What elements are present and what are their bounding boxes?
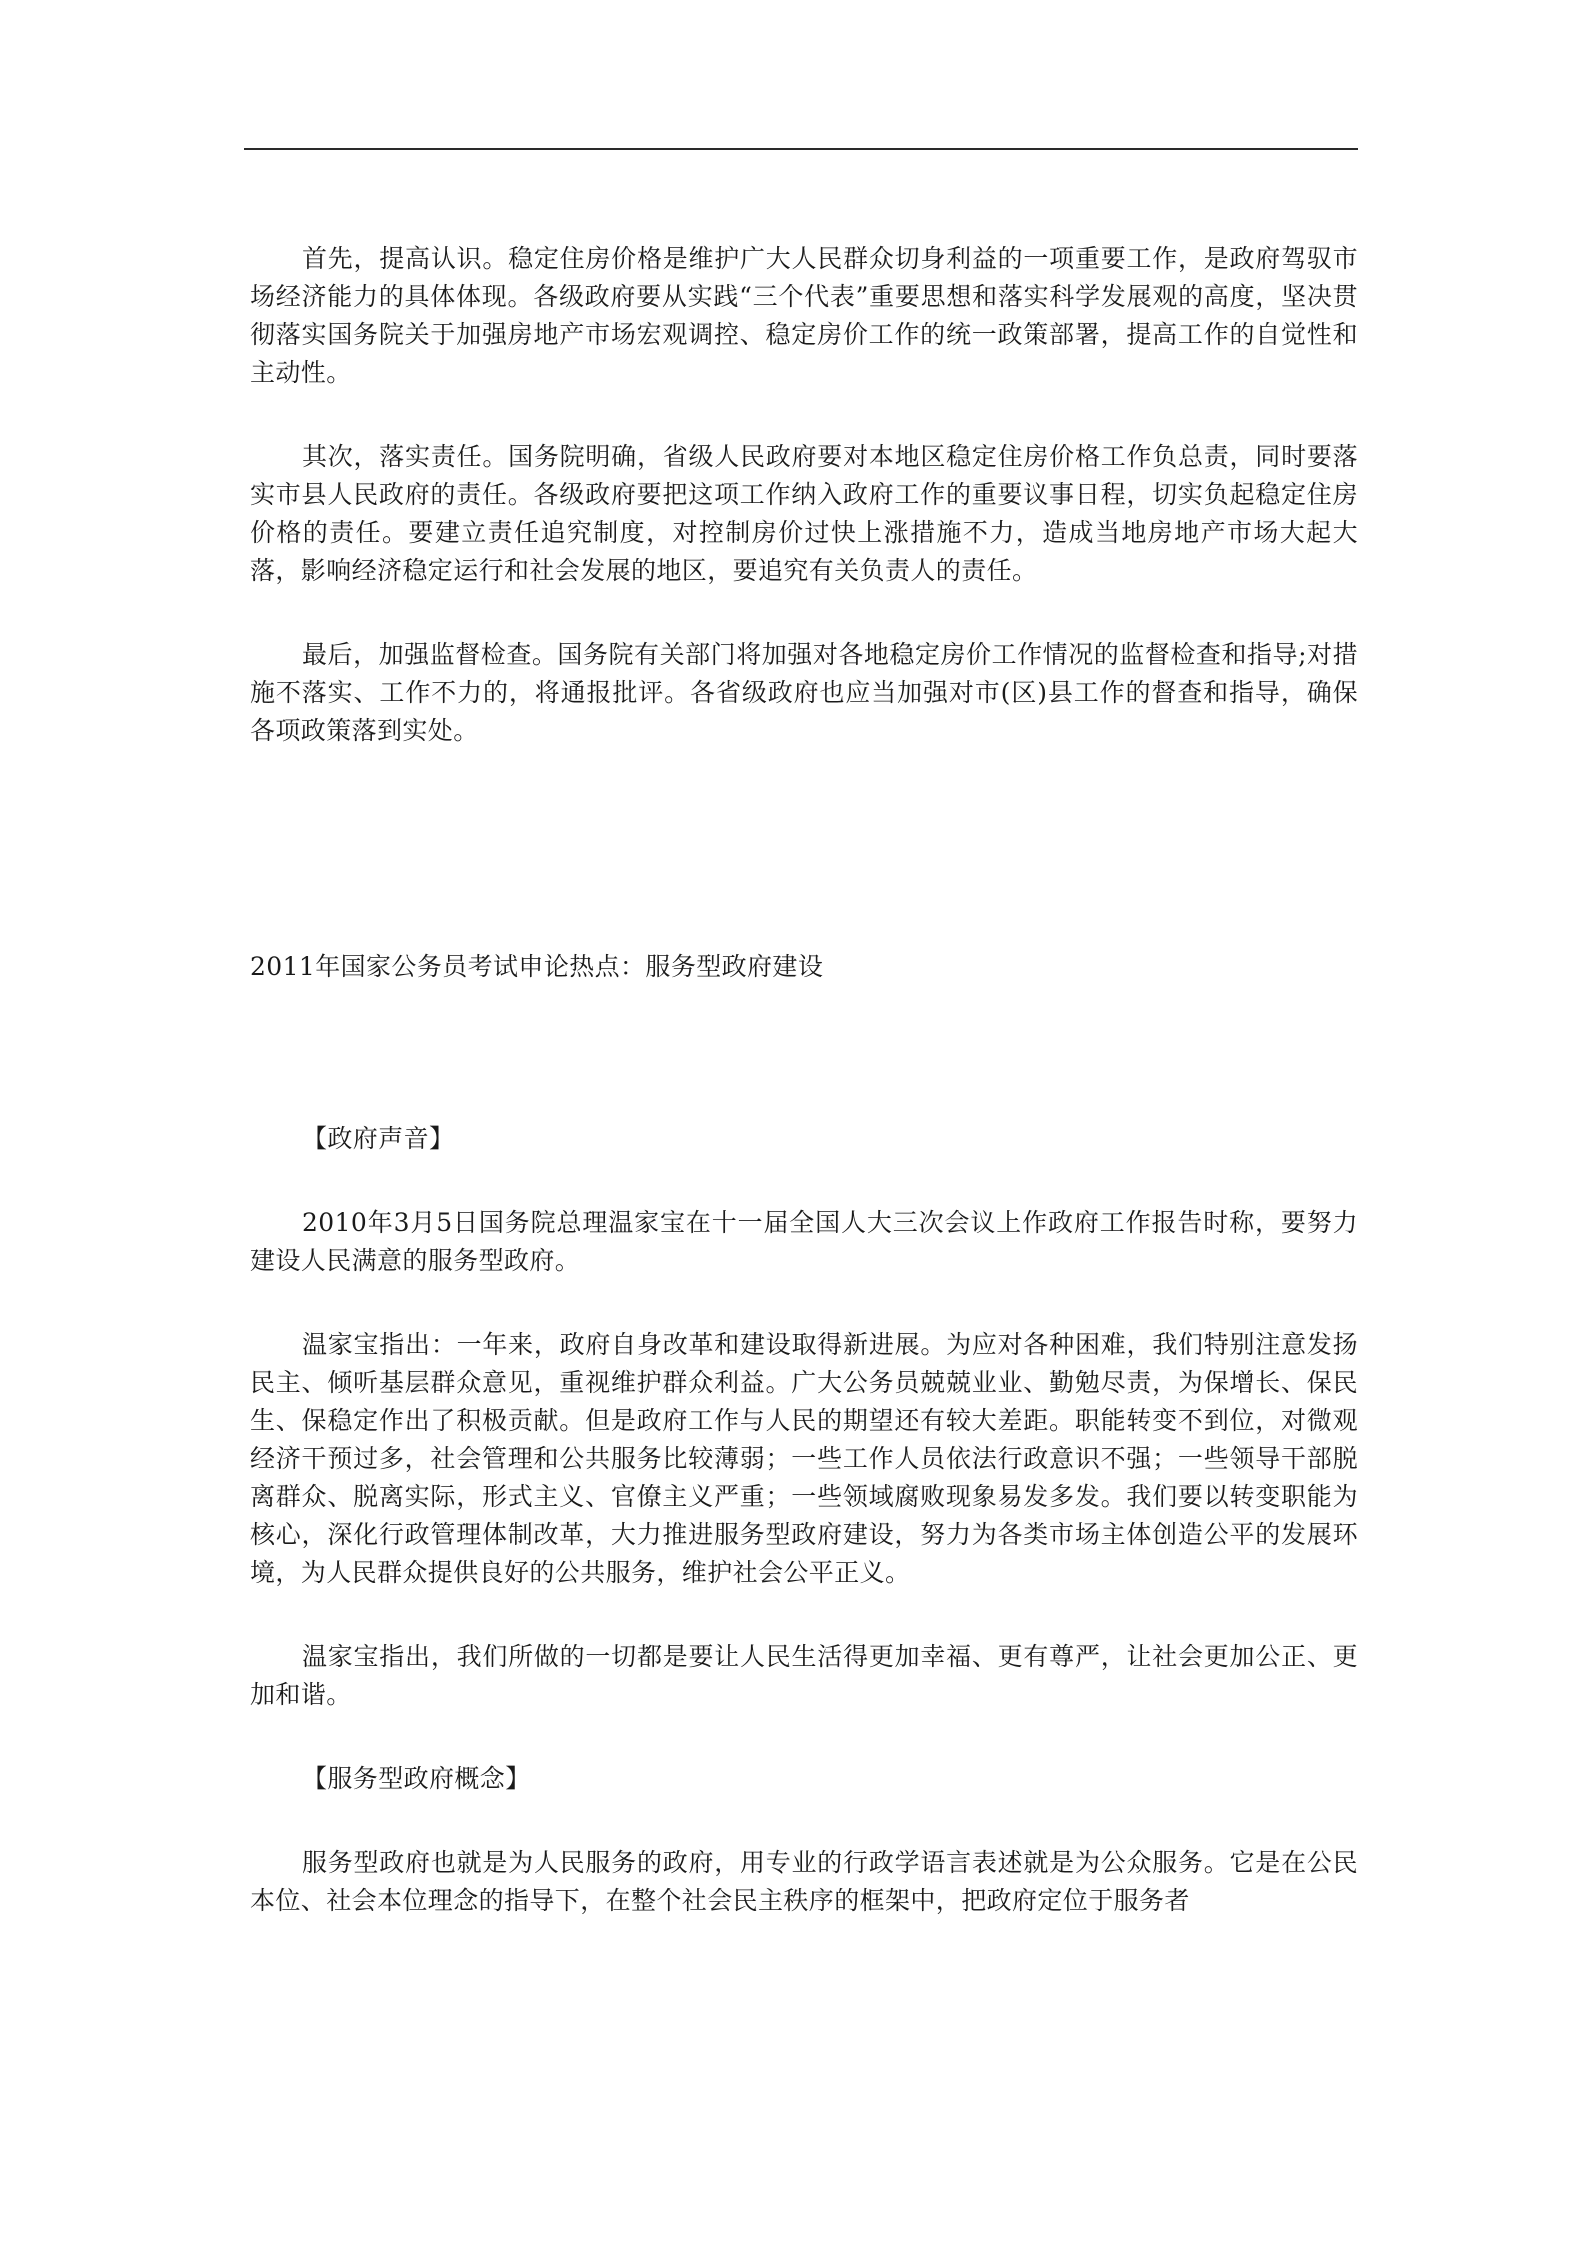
document-body xyxy=(250,240,1358,1920)
section-title: 2011年国家公务员考试申论热点：服务型政府建设 xyxy=(250,952,824,981)
header-rule xyxy=(244,148,1358,150)
paragraph-wen-remarks-2: 温家宝指出，我们所做的一切都是要让人民生活得更加幸福、更有尊严，让社会更加公正、更加和谐。 xyxy=(250,1642,1358,1709)
paragraph-report-2010: 2010年3月5日国务院总理温家宝在十一届全国人大三次会议上作政府工作报告时称，要努力建设人民满意的服务型政府。 xyxy=(250,1208,1358,1275)
paragraph-first-raise-awareness: 首先，提高认识。稳定住房价格是维护广大人民群众切身利益的一项重要工作，是政府驾驭市场经济能力的具体体现。各级政府要从实践“三个代表”重要思想和落实科学发展观的高度，坚决贯彻落实国务院关于加强房地产市场宏观调控、稳定房价工作的统一政策部署，提高工作的自觉性和主动性。 xyxy=(250,244,1358,387)
paragraph-last-supervision: 最后，加强监督检查。国务院有关部门将加强对各地稳定房价工作情况的监督检查和指导;对措施不落实、工作不力的，将通报批评。各省级政府也应当加强对市(区)县工作的督查和指导，确保各项政策落到实处。 xyxy=(250,640,1358,745)
heading-service-gov-concept: 【服务型政府概念】 xyxy=(302,1764,531,1793)
paragraph-service-gov-concept: 服务型政府也就是为人民服务的政府，用专业的行政学语言表述就是为公众服务。它是在公民本位、社会本位理念的指导下，在整个社会民主秩序的框架中，把政府定位于服务者 xyxy=(250,1848,1358,1915)
heading-government-voice: 【政府声音】 xyxy=(302,1124,455,1153)
paragraph-wen-remarks-1: 温家宝指出：一年来，政府自身改革和建设取得新进展。为应对各种困难，我们特别注意发扬民主、倾听基层群众意见，重视维护群众利益。广大公务员兢兢业业、勤勉尽责，为保增长、保民生、保稳定作出了积极贡献。但是政府工作与人民的期望还有较大差距。职能转变不到位，对微观经济干预过多，社会管理和公共服务比较薄弱；一些工作人员依法行政意识不强；一些领导干部脱离群众、脱离实际，形式主义、官僚主义严重；一些领域腐败现象易发多发。我们要以转变职能为核心，深化行政管理体制改革，大力推进服务型政府建设，努力为各类市场主体创造公平的发展环境，为人民群众提供良好的公共服务，维护社会公平正义。 xyxy=(250,1330,1358,1587)
paragraph-second-responsibility: 其次，落实责任。国务院明确，省级人民政府要对本地区稳定住房价格工作负总责，同时要落实市县人民政府的责任。各级政府要把这项工作纳入政府工作的重要议事日程，切实负起稳定住房价格的责任。要建立责任追究制度，对控制房价过快上涨措施不力，造成当地房地产市场大起大落，影响经济稳定运行和社会发展的地区，要追究有关负责人的责任。 xyxy=(250,442,1358,585)
